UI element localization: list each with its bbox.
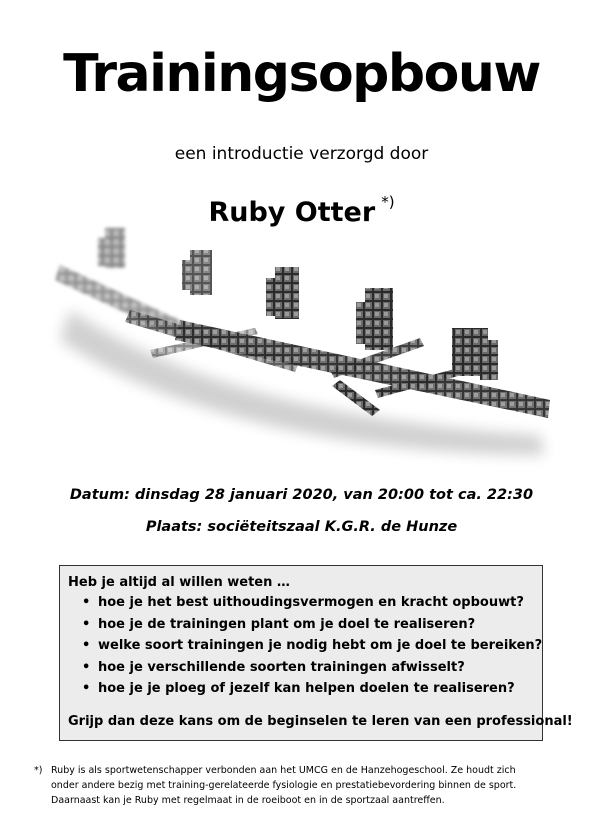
bullet-icon: • xyxy=(82,616,91,632)
questions-list xyxy=(68,592,543,700)
bullet-icon: • xyxy=(82,659,91,675)
question-text: hoe je de trainingen plant om je doel te realiseren? xyxy=(98,616,476,632)
poster-title: Trainingsopbouw xyxy=(63,44,540,104)
footnote-text xyxy=(51,763,574,808)
question-text: hoe je verschillende soorten trainingen afwisselt? xyxy=(98,659,465,675)
list-item xyxy=(82,635,543,657)
list-item xyxy=(82,678,534,700)
event-place: Plaats: sociëteitszaal K.G.R. de Hunze xyxy=(145,519,458,535)
questions-box xyxy=(59,565,573,741)
author-name: Ruby Otter xyxy=(208,197,376,228)
footnote-reference: *) xyxy=(381,193,395,211)
footnote xyxy=(34,763,574,808)
footnote-line: Ruby is als sportwetenschapper verbonden aan het UMCG en de Hanzehogeschool. Ze houdt zich xyxy=(51,765,516,776)
footnote-line: Daarnaast kan je Ruby met regelmaat in de roeiboot en in de sportzaal aantreffen. xyxy=(51,795,445,806)
bullet-icon: • xyxy=(82,595,91,610)
questions-outro: Grijp dan deze kans om de beginselen te leren van een professional! xyxy=(68,713,573,729)
question-text: hoe je het best uithoudingsvermogen en kracht opbouwt? xyxy=(98,595,524,610)
rowing-boat-of-cubes-image xyxy=(40,220,570,470)
bullet-icon: • xyxy=(82,638,91,653)
cube-hull xyxy=(55,228,550,418)
footnote-mark: *) xyxy=(34,765,43,776)
footnote-line: onder andere bezig met training-gerelateerde fysiologie en prestatiebevordering binnen de sport. xyxy=(51,780,517,791)
question-text: welke soort trainingen je nodig hebt om je doel te bereiken? xyxy=(98,638,543,653)
list-item xyxy=(82,614,534,636)
bullet-icon: • xyxy=(82,681,91,696)
question-text: hoe je je ploeg of jezelf kan helpen doelen te realiseren? xyxy=(98,681,515,696)
subtitle: een introductie verzorgd door xyxy=(174,144,429,164)
list-item xyxy=(82,657,534,679)
questions-intro: Heb je altijd al willen weten … xyxy=(68,575,290,590)
event-date: Datum: dinsdag 28 januari 2020, van 20:00 tot ca. 22:30 xyxy=(69,487,534,503)
rowing-boat-illustration xyxy=(40,220,570,470)
list-item xyxy=(82,592,534,614)
